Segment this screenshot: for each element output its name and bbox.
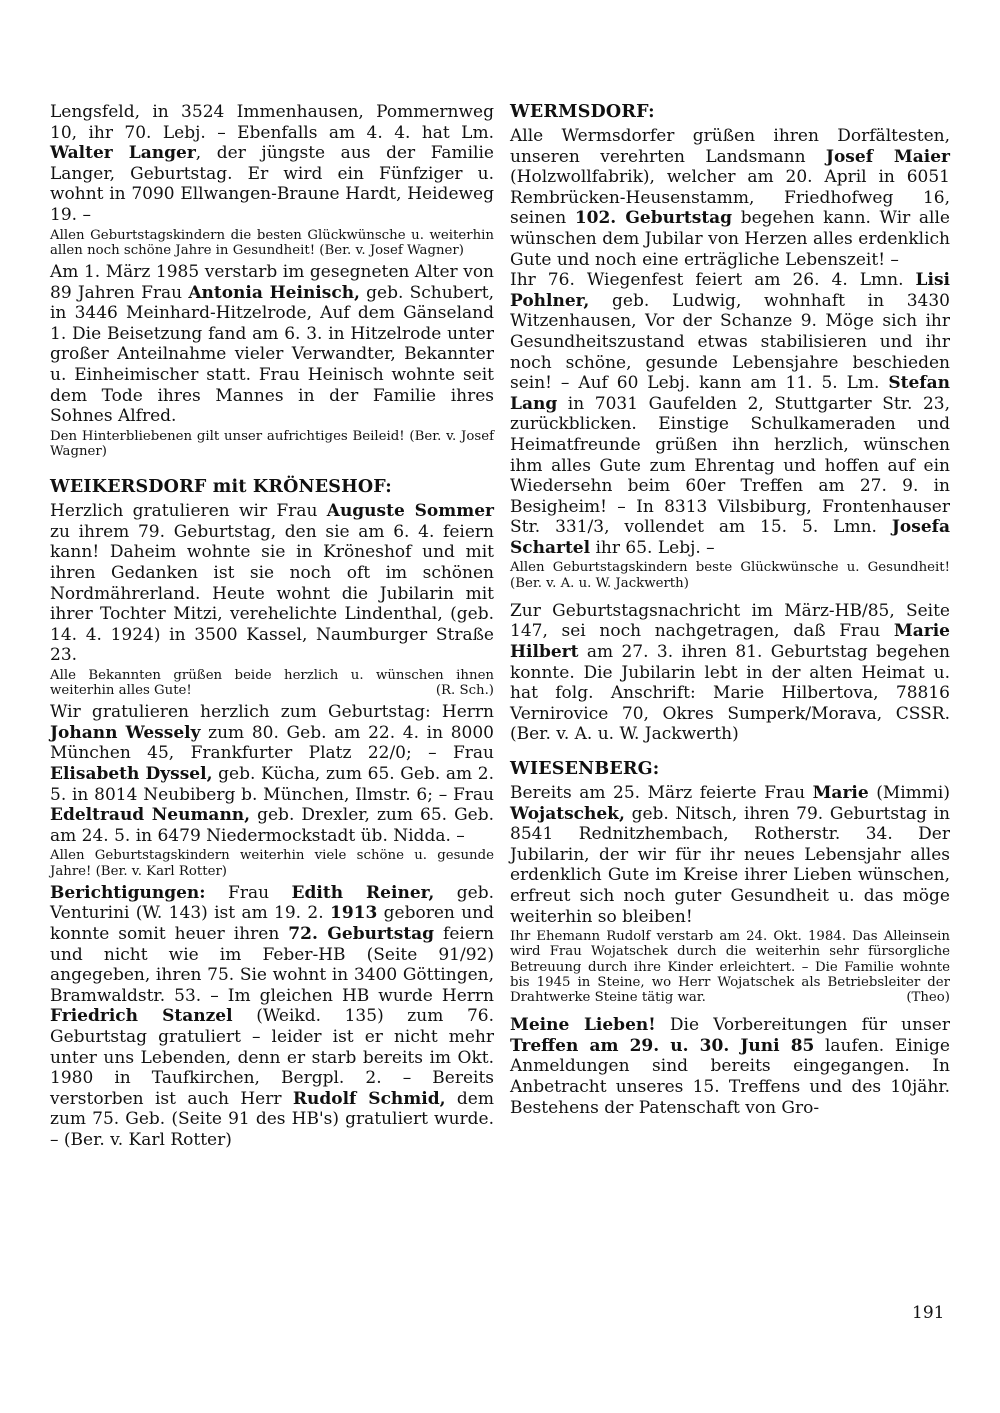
bold-name: Marie Hilbert <box>510 621 950 663</box>
bold-name: Edith Reiner, <box>291 882 435 903</box>
section-heading: WEIKERSDORF mit KRÖNESHOF: <box>50 477 392 498</box>
bold-name: Wojatschek, <box>510 803 625 824</box>
article-paragraph <box>510 601 950 745</box>
text-run: Herzlich gratulieren wir Frau <box>50 501 327 522</box>
text-run: geboren und konnte somit heuer ihren <box>50 903 494 945</box>
text-run: Am 1. März 1985 verstarb im gesegneten Alter von 89 Jahren Frau <box>50 261 494 303</box>
text-run: (Holzwollfabrik), welcher am 20. April in 6051 Rembrücken-Heusenstamm, Friedhofweg 16, seinen <box>510 167 950 229</box>
text-run: Lengsfeld, in 3524 Immenhausen, Pommernweg 10, ihr 70. Lebj. – Ebenfalls am 4. 4. hat Lm. <box>50 102 494 143</box>
section-heading: WIESENBERG: <box>510 759 660 780</box>
bold-name: Marie <box>812 783 869 804</box>
bold-name: Antonia Heinisch, <box>188 282 360 303</box>
article-note <box>510 929 950 1005</box>
text-run: zum 80. Geb. am 22. 4. in 8000 München 45, Frankfurter Platz 22/0; – Frau <box>50 722 494 764</box>
left-column <box>50 102 494 1151</box>
article-paragraph <box>510 270 950 558</box>
article-paragraph <box>510 126 950 270</box>
text-run: laufen. Einige Anmeldungen sind bereits eingegangen. In Anbetracht unseres 15. Treffens und des 10jähr. Bestehens der Patenschaft von Gro- <box>510 1035 950 1118</box>
text-run: (Weikd. 135) zum 76. Geburtstag gratuliert – leider ist er nicht mehr unter uns Lebenden, denn er starb bereits im Okt. 1980 in Taufkirchen, Bergpl. 2. – Bereits verstorben ist auch Herr <box>50 1006 494 1109</box>
article-note: Den Hinterbliebenen gilt unser aufrichtiges Beileid! (Ber. v. Josef Wagner) <box>50 428 494 459</box>
article-note: Allen Geburtstagskindern weiterhin viele schöne u. gesunde Jahre! (Ber. v. Karl Rotter) <box>50 848 494 879</box>
bold-name: Meine Lieben! <box>510 1015 656 1036</box>
article-note <box>50 668 494 698</box>
bold-name: Walter Langer <box>50 143 196 164</box>
bold-name: 102. Geburtstag <box>574 208 733 229</box>
text-run: geb. Venturini (W. 143) ist am 19. 2. <box>50 882 494 924</box>
bold-name: Friedrich Stanzel <box>50 1006 233 1027</box>
article-paragraph <box>510 1015 950 1118</box>
article-paragraph <box>50 262 494 427</box>
note-text: Alle Bekannten grüßen beide herzlich u. wünschen ihnen weiterhin alles Gute! <box>50 667 494 699</box>
note-text: Ihr Ehemann Rudolf verstarb am 24. Okt. 1984. Das Alleinsein wird Frau Wojatschek durch die weiterhin sehr fürsorgliche Betreuung durch ihre Kinder erleichtert. – Die Familie wohnte bis 1945 in Steine, wo Herr Wojatschek als Betriebsleiter der Drahtwerke Steine tätig war. <box>510 929 950 1005</box>
text-run: Frau <box>205 882 292 903</box>
right-column <box>510 102 950 1118</box>
bold-name: Auguste Sommer <box>326 501 494 522</box>
article-paragraph <box>50 883 494 1151</box>
bold-name: Berichtigungen: <box>50 882 206 903</box>
text-run: begehen kann. Wir alle wünschen dem Jubilar von Herzen alles erdenklich Gute und noch eine erträgliche Lebenszeit! – <box>510 208 950 270</box>
text-run: geb. Nitsch, ihren 79. Geburtstag in 8541 Rednitzhembach, Rotherstr. 34. Der Jubilarin, der wir für ihr neues Lebensjahr alles erdenklich Gute im Kreise ihrer Lieben wünschen, erfreut sich noch guter Gesundheit u. das möge weiterhin so bleiben! <box>510 803 950 927</box>
text-run: geb. Kücha, zum 65. Geb. am 2. 5. in 8014 Neubiberg b. München, Ilmstr. 6; – Frau <box>50 764 494 805</box>
article-note: Allen Geburtstagskindern beste Glückwünsche u. Gesundheit! (Ber. v. A. u. W. Jackwerth) <box>510 560 950 591</box>
text-run: zu ihrem 79. Geburtstag, den sie am 6. 4. feiern kann! Daheim wohnte sie in Kröneshof und mit ihren Gedanken ist sie noch oft im schönen Nordmährerland. Heute wohnt die Jubilarin mit ihrer Tochter Mitzi, verehelichte Lindenthal, (geb. 14. 4. 1924) in 3500 Kassel, Naumburger Straße 23. <box>50 521 494 666</box>
article-paragraph <box>510 783 950 927</box>
text-run: , der jüngste aus der Familie Langer, Geburtstag. Er wird ein Fünfziger u. wohnt in 7090 Ellwangen-Braune Hardt, Heideweg 19. – <box>50 143 494 225</box>
text-run: in 7031 Gaufelden 2, Stuttgarter Str. 23, zurückblicken. Einstige Schulkameraden und Heimatfreunde grüßen ihn herzlich, wünschen ihm alles Gute zum Ehrentag und hoffen auf ein Wiedersehn beim 60er Treffen am 27. 9. in Besigheim! – In 8313 Vilsbiburg, Frontenhauser Str. 331/3, vollendet am 15. 5. Lmn. <box>510 393 950 538</box>
bold-name: Edeltraud Neumann, <box>50 805 251 826</box>
note-signature: (Theo) <box>906 990 950 1005</box>
spacer <box>510 745 950 759</box>
bold-name: Josef Maier <box>825 146 950 167</box>
text-run: ihr 65. Lebj. – <box>590 537 715 558</box>
text-run: geb. Ludwig, wohnhaft in 3430 Witzenhausen, Vor der Schanze 9. Möge sich ihr Gesundheitszustand etwas stabilisieren und ihr noch schöne, gesunde Lebensjahre beschieden sein! – Auf 60 Lebj. kann am 11. 5. Lm. <box>510 290 950 394</box>
bold-name: Johann Wessely <box>50 722 201 743</box>
text-run: Ihr 76. Wiegenfest feiert am 26. 4. Lmn. <box>510 270 916 291</box>
text-run: geb. Schubert, in 3446 Meinhard-Hitzelrode, Auf dem Gänseland 1. Die Beisetzung fand am 6. 3. in Hitzelrode unter großer Anteilnahme vieler Verwandter, Bekannter u. Einheimischer statt. Frau Heinisch wohnte seit dem Tode ihres Mannes in der Familie ihres Sohnes Alfred. <box>50 282 494 427</box>
article-note: Allen Geburtstagskindern die besten Glückwünsche u. weiterhin allen noch schöne Jahre in Gesundheit! (Ber. v. Josef Wagner) <box>50 227 494 258</box>
text-run: Zur Geburtstagsnachricht im März-HB/85, Seite 147, sei noch nachgetragen, daß Frau <box>510 600 950 642</box>
bold-name: Lisi Pohlner, <box>510 270 950 311</box>
spacer <box>50 463 494 477</box>
text-run: Die Vorbereitungen für unser <box>655 1015 950 1036</box>
page-number: 191 <box>912 1303 945 1323</box>
bold-name: Rudolf Schmid, <box>292 1088 446 1109</box>
section-heading: WERMSDORF: <box>510 102 655 122</box>
text-run: Wir gratulieren herzlich zum Geburtstag: Herrn <box>50 702 494 723</box>
note-signature: (R. Sch.) <box>435 683 494 699</box>
text-run: feiern und nicht wie im Feber-HB (Seite 91/92) angegeben, ihren 75. Sie wohnt in 3400 Göttingen, Bramwaldstr. 53. – Im gleichen HB wurde Herrn <box>50 924 494 1006</box>
bold-name: Treffen am 29. u. 30. Juni 85 <box>510 1035 815 1056</box>
text-run: geb. Drexler, zum 65. Geb. am 24. 5. in 6479 Niedermockstadt üb. Nidda. – <box>50 805 494 846</box>
bold-name: Josefa Schartel <box>510 517 950 558</box>
bold-name: 1913 <box>330 903 378 924</box>
bold-name: 72. Geburtstag <box>288 924 435 945</box>
article-paragraph <box>50 702 494 846</box>
text-run: Alle Wermsdorfer grüßen ihren Dorfältesten, unseren verehrten Landsmann <box>510 126 950 167</box>
text-run: Bereits am 25. März feierte Frau <box>510 783 813 804</box>
bold-name: Elisabeth Dyssel, <box>50 764 213 785</box>
article-paragraph <box>50 102 494 226</box>
text-run: am 27. 3. ihren 81. Geburtstag begehen konnte. Die Jubilarin lebt in der alten Heimat u. hat folg. Anschrift: Marie Hilbertova, 78816 Vernirovice 70, Okres Sumperk/Morava, CSSR. (Ber. v. A. u. W. Jackwerth) <box>510 642 950 745</box>
text-run: (Mimmi) <box>868 783 950 804</box>
text-run: dem zum 75. Geb. (Seite 91 des HB's) gratuliert wurde. – (Ber. v. Karl Rotter) <box>50 1088 494 1150</box>
article-paragraph <box>50 501 494 666</box>
bold-name: Stefan Lang <box>510 373 950 414</box>
